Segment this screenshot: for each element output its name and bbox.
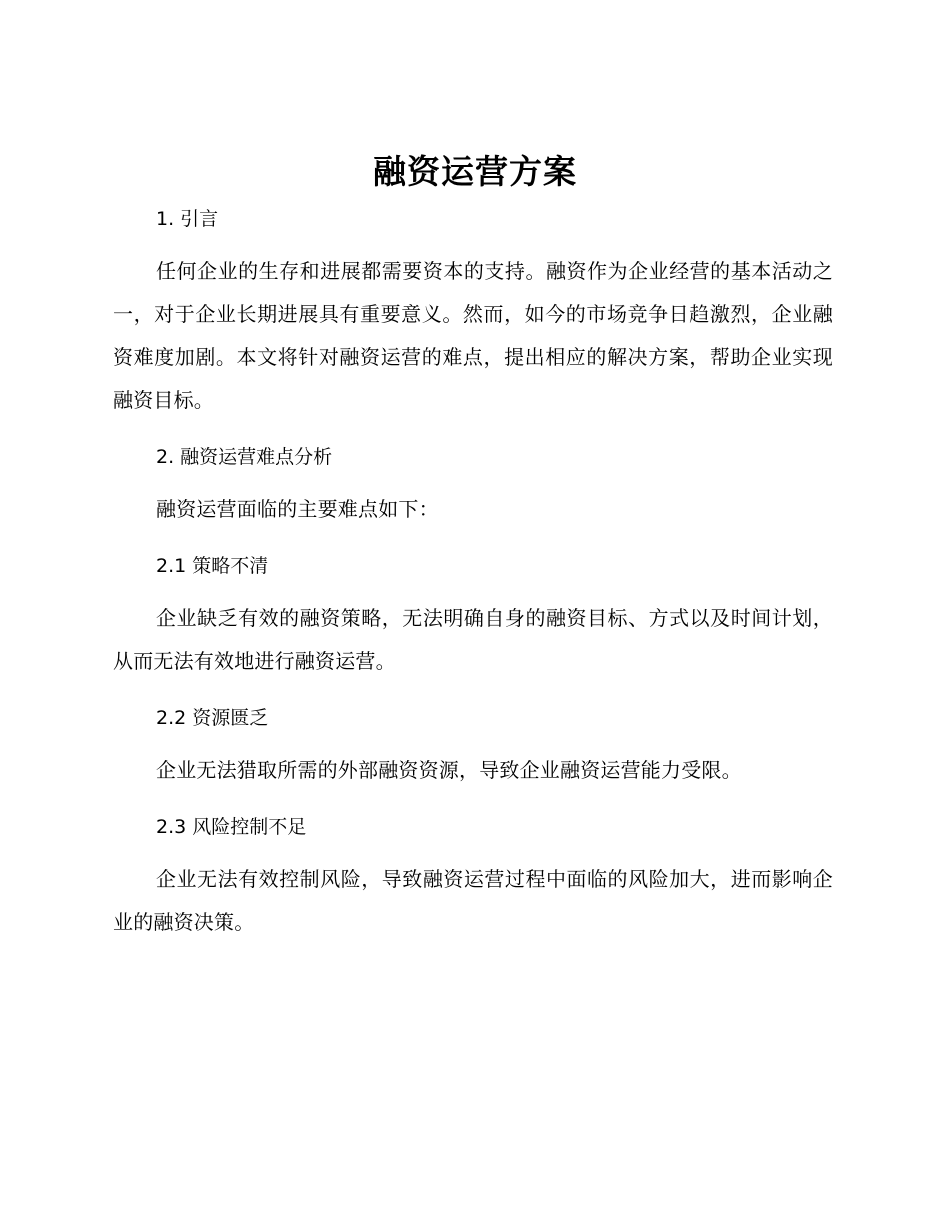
section-paragraph-analysis: 融资运营面临的主要难点如下： — [156, 497, 439, 521]
section-heading-intro: 1. 引言 — [156, 208, 219, 230]
section-heading-analysis: 2. 融资运营难点分析 — [156, 446, 333, 468]
document-title: 融资运营方案 — [373, 152, 577, 191]
section-paragraph-strategy: 企业缺乏有效的融资策略，无法明确自身的融资目标、方式以及时间计划，从而无法有效地进行融资运营。 — [113, 606, 833, 673]
document-body — [113, 196, 833, 944]
section-paragraph-resources: 企业无法猎取所需的外部融资资源，导致企业融资运营能力受限。 — [156, 758, 742, 782]
section-heading-resources: 2.2 资源匮乏 — [156, 707, 269, 729]
section-paragraph-risk: 企业无法有效控制风险，导致融资运营过程中面临的风险加大，进而影响企业的融资决策。 — [113, 867, 833, 934]
section-heading-risk: 2.3 风险控制不足 — [156, 816, 307, 838]
section-heading-strategy: 2.1 策略不清 — [156, 555, 269, 577]
section-paragraph-intro: 任何企业的生存和进展都需要资本的支持。融资作为企业经营的基本活动之一，对于企业长期进展具有重要意义。然而，如今的市场竞争日趋激烈，企业融资难度加剧。本文将针对融资运营的难点，提出相应的解决方案，帮助企业实现融资目标。 — [113, 259, 833, 412]
